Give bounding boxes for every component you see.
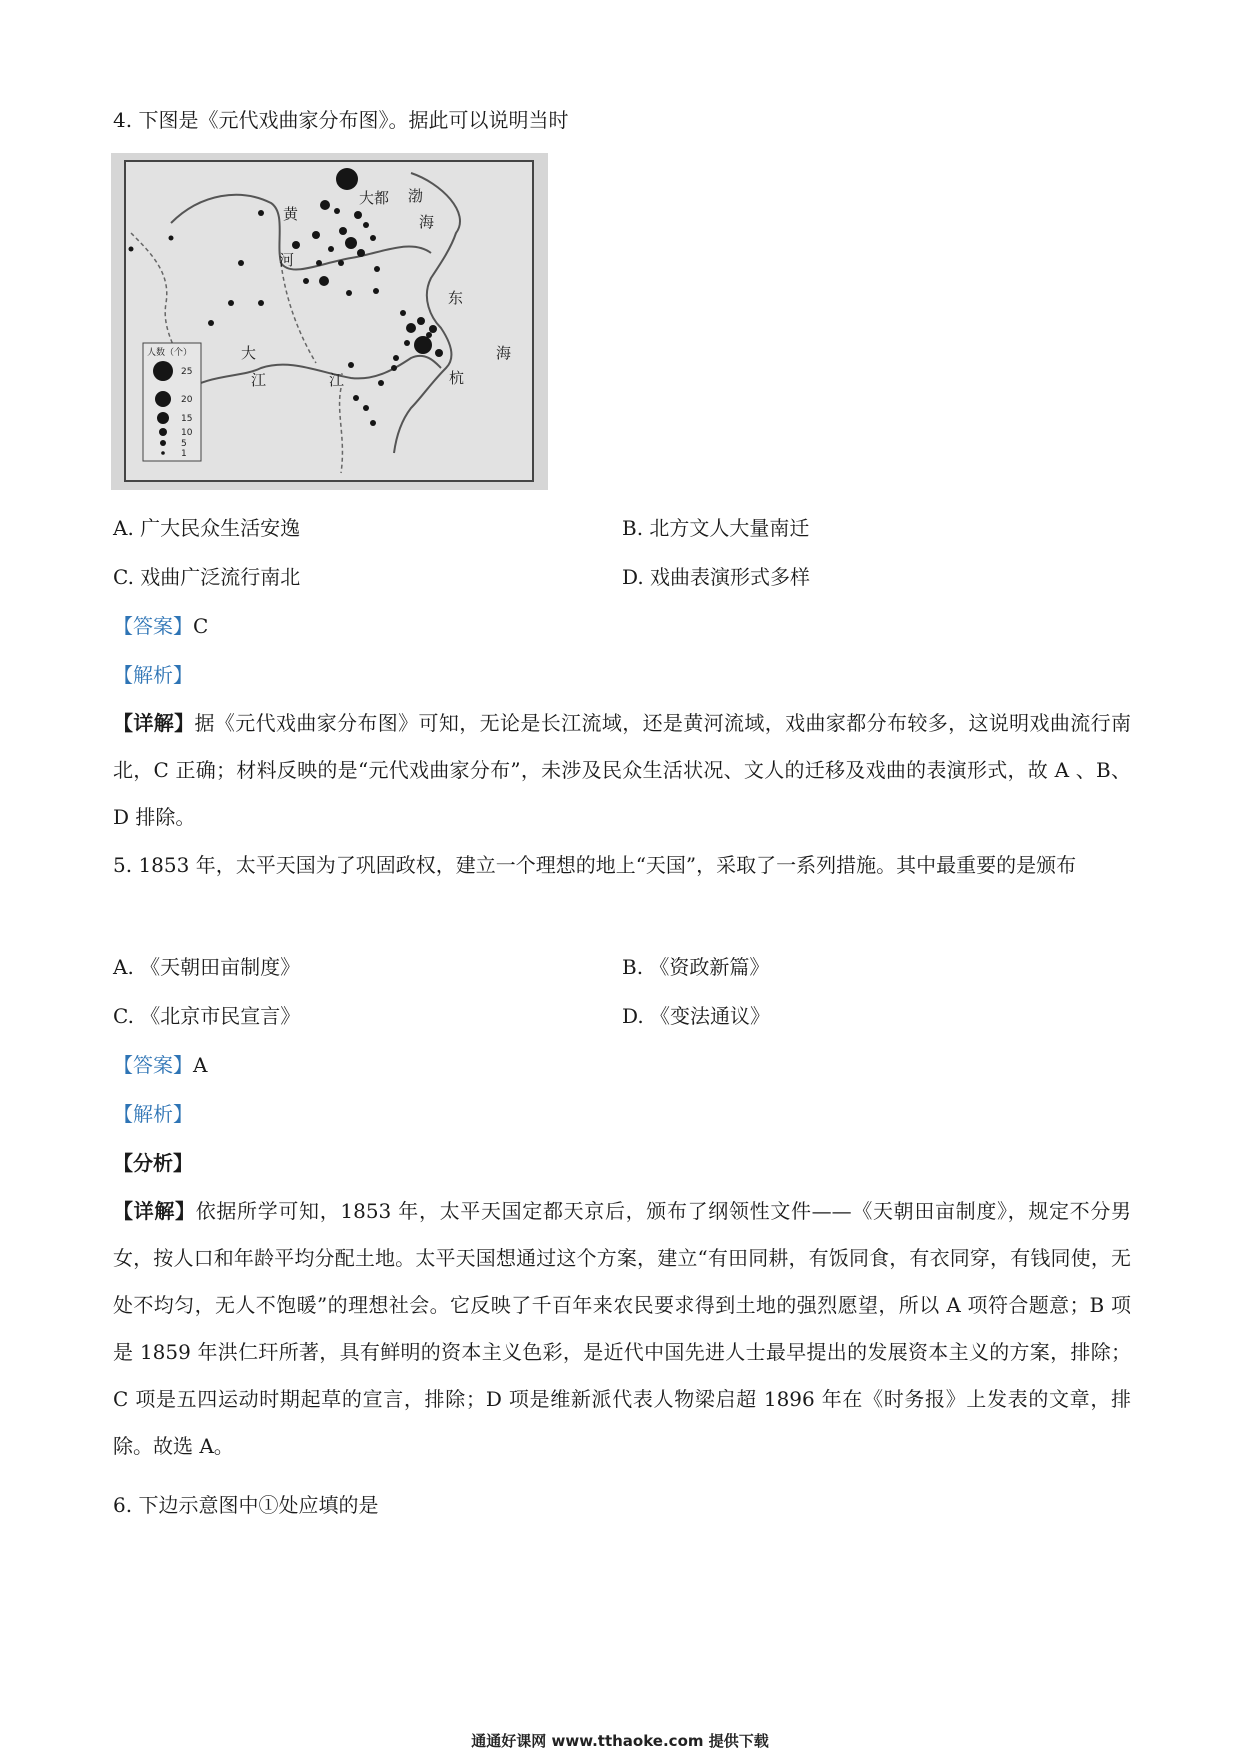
label-dadu: 大都 bbox=[359, 189, 390, 207]
q5-option-b: B. 《资政新篇》 bbox=[622, 955, 770, 979]
label-jiang2: 江 bbox=[329, 371, 345, 389]
legend-dot-20 bbox=[155, 391, 171, 407]
analysis-tag: 【解析】 bbox=[113, 663, 193, 687]
detail-tag: 【详解】 bbox=[113, 1199, 196, 1223]
label-he: 河 bbox=[279, 251, 295, 269]
dramatist-dot bbox=[353, 395, 359, 401]
answer-tag: 【答案】 bbox=[113, 614, 193, 638]
q4-detail bbox=[113, 700, 1131, 841]
legend-value-15: 15 bbox=[181, 414, 193, 424]
dramatist-dot bbox=[354, 211, 362, 219]
legend-value-10: 10 bbox=[181, 428, 193, 438]
dramatist-dot bbox=[303, 278, 309, 284]
dramatist-dot bbox=[391, 365, 397, 371]
legend-dot-25 bbox=[153, 361, 173, 381]
label-hang: 杭 bbox=[449, 369, 465, 387]
dramatist-dot bbox=[404, 340, 410, 346]
dramatist-dot bbox=[312, 231, 320, 239]
dramatist-dot bbox=[357, 249, 365, 257]
answer-value: C bbox=[193, 614, 209, 638]
dramatist-dot bbox=[292, 241, 300, 249]
dramatist-dot bbox=[336, 168, 358, 190]
label-dong: 东 bbox=[448, 289, 464, 307]
dramatist-dot bbox=[129, 247, 134, 252]
answer-tag: 【答案】 bbox=[113, 1053, 193, 1077]
dramatist-dot bbox=[370, 235, 376, 241]
q5-option-a: A. 《天朝田亩制度》 bbox=[113, 955, 301, 979]
dramatist-dot bbox=[346, 290, 352, 296]
legend-dot-15 bbox=[157, 412, 169, 424]
label-bo: 渤 bbox=[408, 187, 424, 205]
dramatist-dot bbox=[363, 222, 369, 228]
page-footer: 通通好课网 www.tthaoke.com 提供下载 bbox=[471, 1732, 769, 1750]
label-da: 大 bbox=[241, 344, 257, 362]
dramatist-dot bbox=[345, 237, 357, 249]
yuan-dramatist-distribution-map bbox=[111, 153, 548, 490]
q5-option-c: C. 《北京市民宣言》 bbox=[113, 1004, 301, 1028]
dramatist-dot bbox=[370, 420, 376, 426]
analysis-tag: 【解析】 bbox=[113, 1102, 193, 1126]
q5-stem: 5. 1853 年，太平天国为了巩固政权，建立一个理想的地上“天国”，采取了一系列措施。其中最重要的是颁布 bbox=[113, 853, 1077, 877]
dramatist-dot bbox=[435, 349, 443, 357]
dramatist-dot bbox=[338, 260, 344, 266]
dramatist-dot bbox=[373, 288, 379, 294]
legend-value-1: 1 bbox=[181, 449, 187, 459]
dramatist-dot bbox=[258, 210, 264, 216]
legend-dot-1 bbox=[161, 451, 165, 455]
dramatist-dot bbox=[258, 300, 264, 306]
q4-option-c: C. 戏曲广泛流行南北 bbox=[113, 565, 301, 589]
detail-text: 据《元代戏曲家分布图》可知，无论是长江流域，还是黄河流域，戏曲家都分布较多，这说明戏曲流行南北，C 正确；材料反映的是“元代戏曲家分布”，未涉及民众生活状况、文人的迁移及戏曲的表演形式，故 A 、B、D 排除。 bbox=[113, 711, 1132, 829]
legend-value-20: 20 bbox=[181, 395, 193, 405]
dramatist-dot bbox=[328, 246, 334, 252]
label-hai1: 海 bbox=[419, 213, 435, 231]
dramatist-dot bbox=[339, 227, 347, 235]
dramatist-dot bbox=[238, 260, 244, 266]
detail-text: 依据所学可知，1853 年，太平天国定都天京后，颁布了纲领性文件——《天朝田亩制度》，规定不分男女，按人口和年龄平均分配土地。太平天国想通过这个方案，建立“有田同耕，有饭同食，有衣同穿，有钱同使，无处不均匀，无人不饱暖”的理想社会。它反映了千百年来农民要求得到土地的强烈愿望，所以 A 项符合题意；B 项是 1859 年洪仁玕所著，具有鲜明的资本主义色彩，是近代中国先进人士最早提出的发展资本主义的方案，排除；C 项是五四运动时期起草的宣言，排除；D 项是维新派代表人物梁启超 1896 年在《时务报》上发表的文章，排除。故选 A。 bbox=[113, 1199, 1132, 1458]
q4-answer-line bbox=[113, 612, 208, 640]
q5-answer-line bbox=[113, 1051, 207, 1079]
q4-option-d: D. 戏曲表演形式多样 bbox=[622, 565, 811, 589]
dramatist-dot bbox=[429, 325, 437, 333]
dramatist-dot bbox=[319, 276, 329, 286]
q5-option-d: D. 《变法通议》 bbox=[622, 1004, 771, 1028]
legend-title: 人数（个） bbox=[147, 348, 193, 358]
label-jiang1: 江 bbox=[251, 371, 267, 389]
dramatist-dot bbox=[348, 362, 354, 368]
dramatist-dot bbox=[426, 332, 432, 338]
dramatist-dot bbox=[320, 200, 330, 210]
dramatist-dot bbox=[393, 355, 399, 361]
dramatist-dot bbox=[363, 405, 369, 411]
legend-value-5: 5 bbox=[181, 439, 187, 449]
fenxi-tag: 【分析】 bbox=[113, 1151, 193, 1175]
dramatist-dot bbox=[374, 266, 380, 272]
dramatist-dot bbox=[378, 380, 384, 386]
dramatist-dot bbox=[208, 320, 214, 326]
legend-dot-10 bbox=[159, 428, 167, 436]
dramatist-dot bbox=[169, 236, 174, 241]
dramatist-dot bbox=[406, 323, 416, 333]
map-legend bbox=[143, 343, 201, 461]
q4-option-b: B. 北方文人大量南迁 bbox=[622, 516, 810, 540]
detail-tag: 【详解】 bbox=[113, 711, 195, 735]
q6-stem: 6. 下边示意图中①处应填的是 bbox=[113, 1493, 379, 1517]
q4-stem: 4. 下图是《元代戏曲家分布图》。据此可以说明当时 bbox=[113, 108, 569, 132]
dramatist-dot bbox=[400, 310, 406, 316]
dramatist-dot bbox=[316, 260, 322, 266]
dramatist-dot bbox=[417, 317, 425, 325]
legend-value-25: 25 bbox=[181, 367, 193, 377]
dramatist-dot bbox=[334, 208, 340, 214]
dramatist-dot bbox=[414, 336, 432, 354]
q4-option-a: A. 广大民众生活安逸 bbox=[113, 516, 301, 540]
answer-value: A bbox=[193, 1053, 208, 1077]
q5-detail bbox=[113, 1188, 1131, 1470]
label-hai2: 海 bbox=[496, 344, 512, 362]
dramatist-dot bbox=[228, 300, 234, 306]
legend-dot-5 bbox=[160, 440, 166, 446]
label-huang: 黄 bbox=[283, 205, 299, 223]
